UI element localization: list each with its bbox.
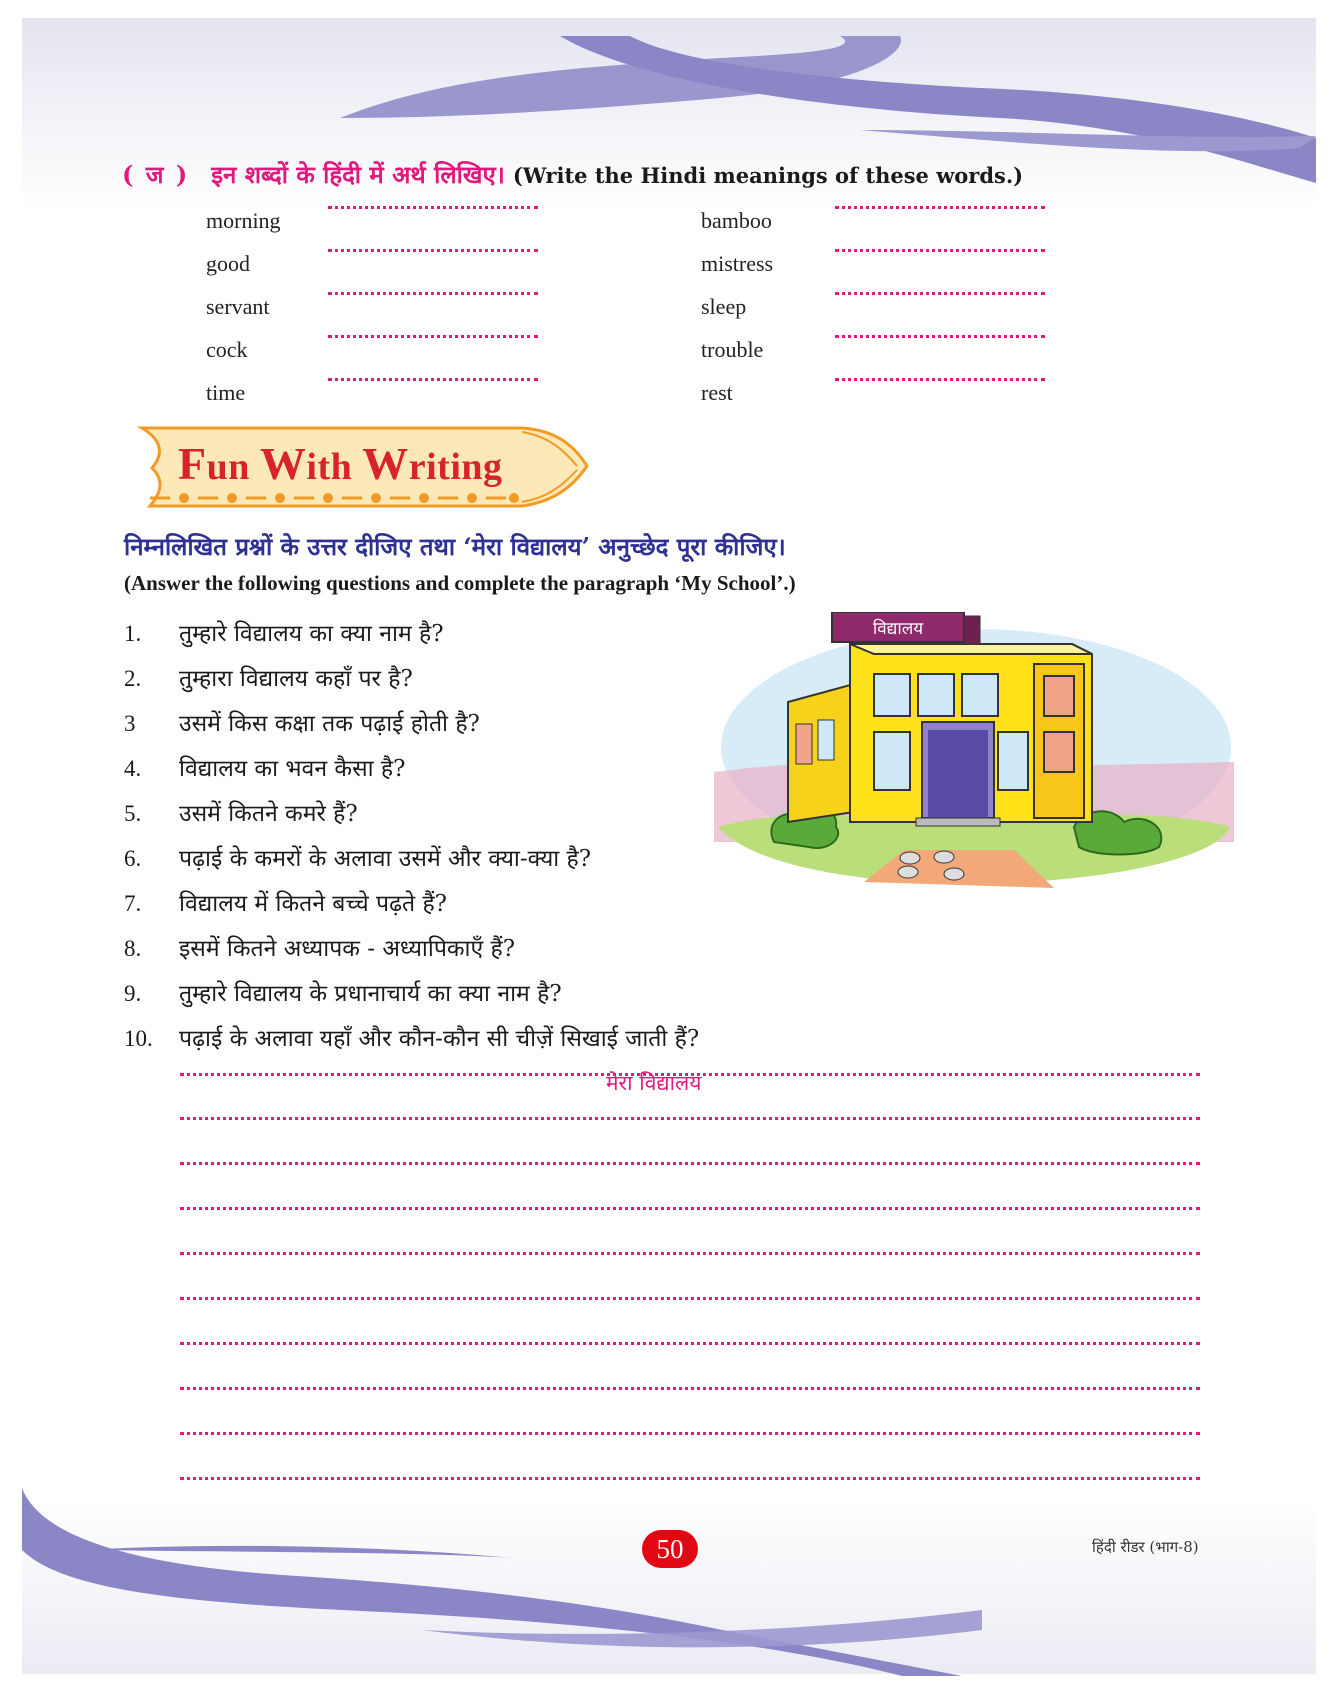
question-item: 8. इसमें कितने अध्यापक - अध्यापिकाएँ हैं? [124, 936, 516, 962]
writing-line[interactable] [180, 1117, 1200, 1120]
fun-with-writing-title: Fun With Writing [178, 438, 503, 489]
question-item: 1. तुम्हारे विद्यालय का क्या नाम है? [124, 621, 444, 647]
writing-line[interactable] [180, 1387, 1200, 1390]
question-item: 6. पढ़ाई के कमरों के अलावा उसमें और क्या-क्या है? [124, 846, 592, 872]
question-item: 7. विद्यालय में कितने बच्चे पढ़ते हैं? [124, 891, 448, 917]
bottom-swoosh-decoration [22, 1480, 982, 1676]
vocab-word: bamboo [701, 208, 772, 233]
question-item: 3 उसमें किस कक्षा तक पढ़ाई होती है? [124, 711, 480, 737]
answer-line[interactable] [328, 378, 538, 381]
exercise-instruction-hindi: इन शब्दों के हिंदी में अर्थ लिखिए। [211, 160, 505, 189]
exercise-heading [122, 158, 1023, 191]
writing-line[interactable] [180, 1297, 1200, 1300]
vocab-word: servant [206, 294, 270, 319]
paragraph-title: मेरा विद्यालय [606, 1071, 702, 1095]
answer-line[interactable] [328, 335, 538, 338]
question-item: 10. पढ़ाई के अलावा यहाँ और कौन-कौन सी चीज़ें सिखाई जाती हैं? [124, 1026, 700, 1052]
instruction-english: (Answer the following questions and complete the paragraph ‘My School’.) [124, 571, 796, 595]
vocab-word: trouble [701, 337, 764, 362]
question-item: 9. तुम्हारे विद्यालय के प्रधानाचार्य का क्या नाम है? [124, 981, 562, 1007]
writing-line[interactable] [180, 1342, 1200, 1345]
writing-line[interactable] [180, 1477, 1200, 1480]
question-item: 4. विद्यालय का भवन कैसा है? [124, 756, 406, 782]
vocab-word: morning [206, 208, 281, 233]
instruction-hindi: निम्नलिखित प्रश्नों के उत्तर दीजिए तथा ‘मेरा विद्यालय’ अनुच्छेद पूरा कीजिए। [124, 532, 786, 561]
answer-line[interactable] [328, 249, 538, 252]
answer-line[interactable] [835, 249, 1045, 252]
writing-line[interactable] [180, 1207, 1200, 1210]
vocab-word: rest [701, 380, 733, 405]
answer-line[interactable] [328, 206, 538, 209]
school-sign-text: विद्यालय [872, 619, 924, 639]
answer-line[interactable] [835, 378, 1045, 381]
answer-line[interactable] [328, 292, 538, 295]
vocab-word: cock [206, 337, 248, 362]
footer-book-title: हिंदी रीडर (भाग-8) [1092, 1538, 1199, 1556]
writing-line[interactable] [180, 1252, 1200, 1255]
vocab-word: good [206, 251, 250, 276]
question-item: 5. उसमें कितने कमरे हैं? [124, 801, 358, 827]
answer-line[interactable] [835, 206, 1045, 209]
answer-line[interactable] [835, 292, 1045, 295]
vocab-word: time [206, 380, 246, 405]
exercise-marker: ( ज ) [122, 160, 190, 189]
page-number: 50 [642, 1530, 698, 1568]
question-item: 2. तुम्हारा विद्यालय कहाँ पर है? [124, 666, 413, 692]
exercise-instruction-english: (Write the Hindi meanings of these words.) [512, 163, 1024, 188]
writing-line[interactable] [180, 1162, 1200, 1165]
answer-line[interactable] [835, 335, 1045, 338]
vocab-word: sleep [701, 294, 747, 319]
vocab-word: mistress [701, 251, 774, 276]
school-illustration [714, 612, 1234, 902]
writing-line[interactable] [180, 1432, 1200, 1435]
